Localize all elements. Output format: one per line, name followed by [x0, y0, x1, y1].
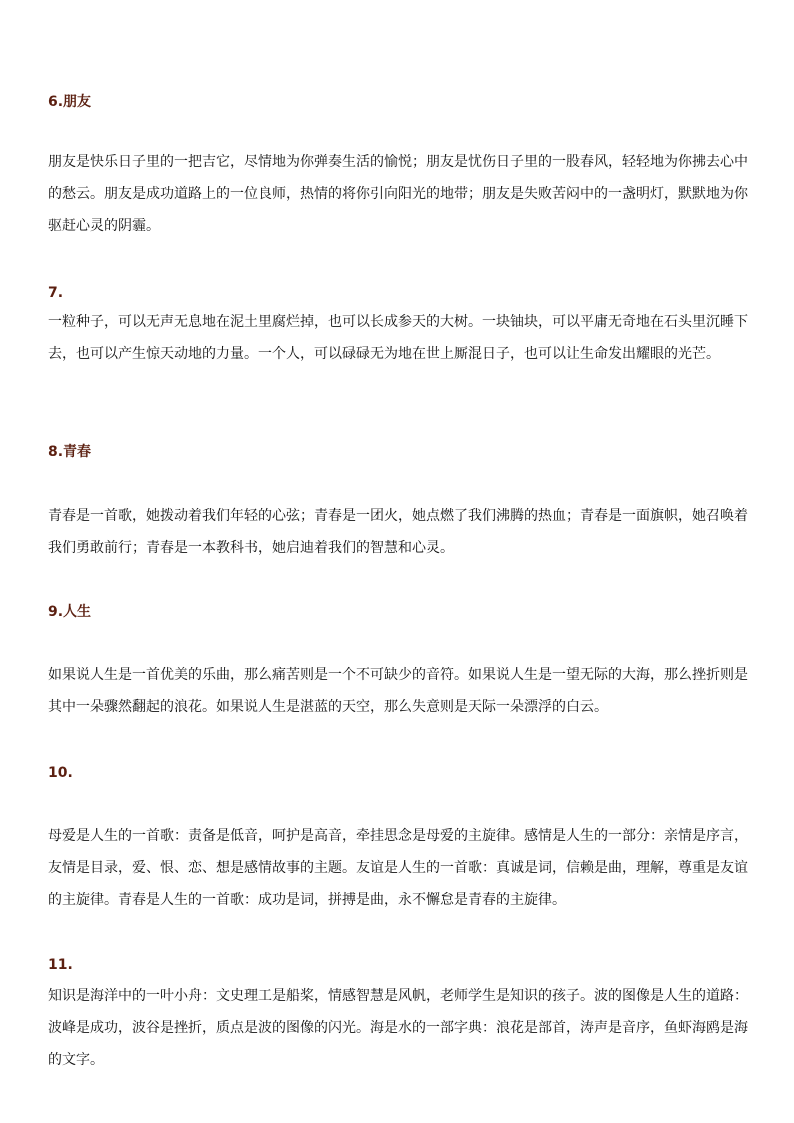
section-heading-11: 11. [48, 957, 73, 973]
section-body-6: 朋友是快乐日子里的一把吉它，尽情地为你弹奏生活的愉悦；朋友是忧伤日子里的一股春风，轻轻地为你拂去心中的愁云。朋友是成功道路上的一位良师，热情的将你引向阳光的地带；朋友是失败苦闷中的一盏明灯，默默地为你驱赶心灵的阴霾。 [48, 154, 748, 234]
section-body-11: 知识是海洋中的一叶小舟：文史理工是船桨，情感智慧是风帆，老师学生是知识的孩子。波的图像是人生的道路：波峰是成功，波谷是挫折，质点是波的图像的闪光。海是水的一部字典：浪花是部首，涛声是音序，鱼虾海鸥是海的文字。 [48, 988, 748, 1068]
section-body-9: 如果说人生是一首优美的乐曲，那么痛苦则是一个不可缺少的音符。如果说人生是一望无际的大海，那么挫折则是其中一朵骤然翻起的浪花。如果说人生是湛蓝的天空，那么失意则是天际一朵漂浮的白云。 [48, 667, 748, 715]
section-body-10: 母爱是人生的一首歌：责备是低音，呵护是高音，牵挂思念是母爱的主旋律。感情是人生的一部分：亲情是序言，友情是目录，爱、恨、恋、想是感情故事的主题。友谊是人生的一首歌：真诚是词，信赖是曲，理解，尊重是友谊的主旋律。青春是人生的一首歌：成功是词，拼搏是曲，永不懈怠是青春的主旋律。 [48, 828, 748, 908]
section-body-7: 一粒种子，可以无声无息地在泥土里腐烂掉，也可以长成参天的大树。一块铀块，可以平庸无奇地在石头里沉睡下去，也可以产生惊天动地的力量。一个人，可以碌碌无为地在世上厮混日子，也可以让生命发出耀眼的光芒。 [48, 314, 748, 362]
section-heading-9: 9.人生 [48, 604, 92, 620]
section-heading-10: 10. [48, 765, 73, 781]
section-heading-7: 7. [48, 285, 64, 301]
section-heading-8: 8.青春 [48, 444, 92, 460]
section-body-8: 青春是一首歌，她拨动着我们年轻的心弦；青春是一团火，她点燃了我们沸腾的热血；青春是一面旗帜，她召唤着我们勇敢前行；青春是一本教科书，她启迪着我们的智慧和心灵。 [48, 508, 748, 556]
section-heading-6: 6.朋友 [48, 94, 92, 110]
